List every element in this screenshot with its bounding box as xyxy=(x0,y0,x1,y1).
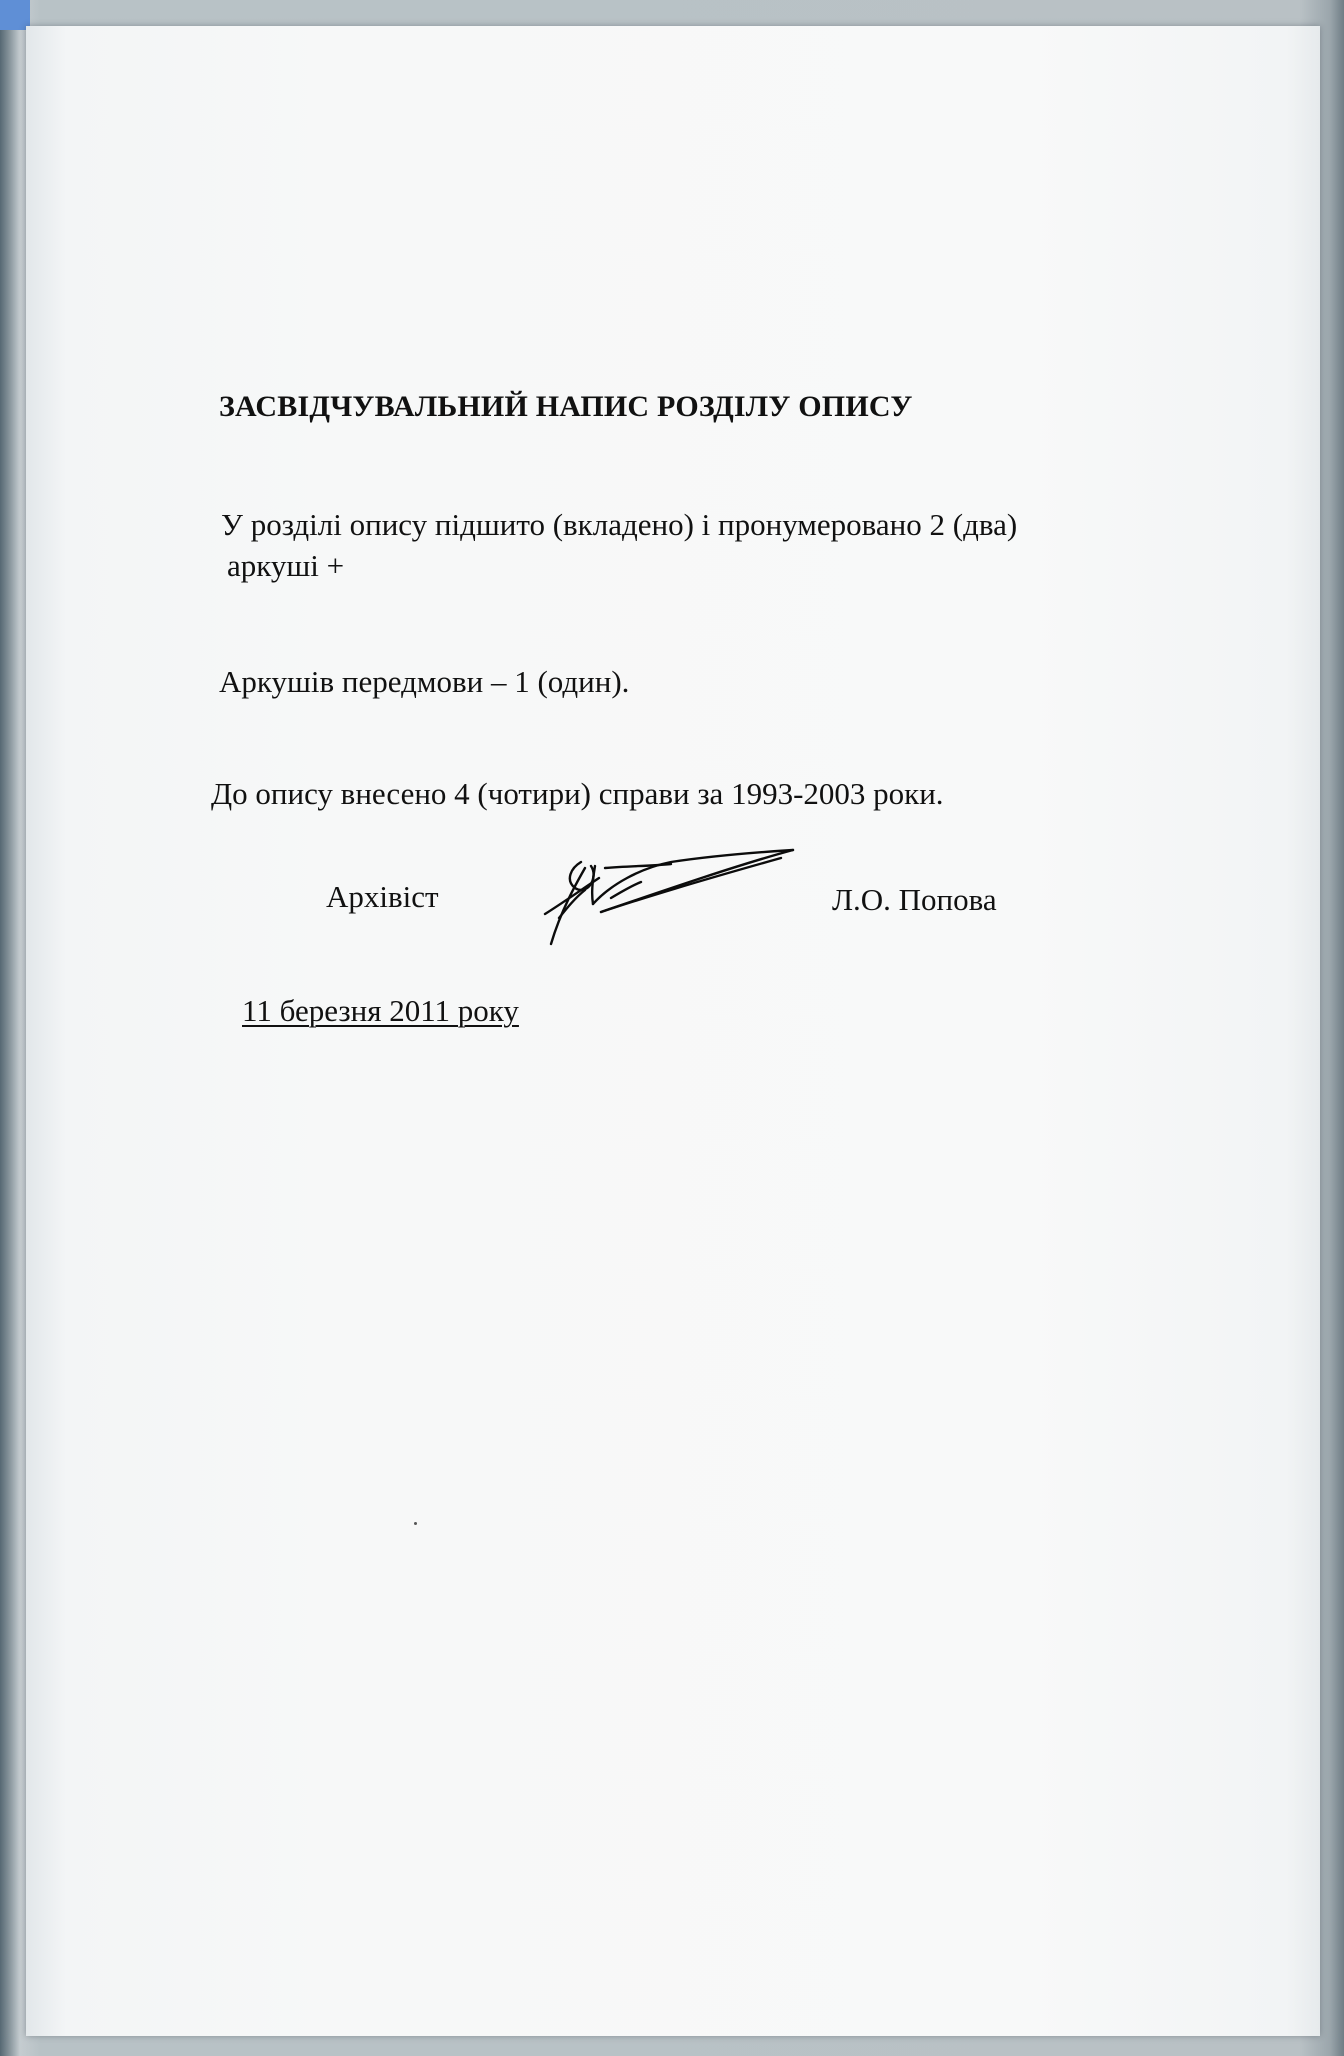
signer-name: Л.О. Попова xyxy=(832,882,997,917)
preface-sheets-line: Аркушів передмови – 1 (один). xyxy=(219,664,630,699)
sheets-count-line-1: У розділі опису підшито (вкладено) і пронумеровано 2 (два) xyxy=(221,507,1018,542)
document-title: ЗАСВІДЧУВАЛЬНИЙ НАПИС РОЗДІЛУ ОПИСУ xyxy=(219,390,913,423)
document-page xyxy=(26,26,1320,2036)
sheets-count-line-2: аркуші + xyxy=(227,548,345,583)
files-count-line: До опису внесено 4 (чотири) справи за 1993-2003 роки. xyxy=(211,776,944,811)
signer-role: Архівіст xyxy=(326,879,439,914)
document-date: 11 березня 2011 року xyxy=(242,993,519,1028)
paper-speck xyxy=(414,1522,417,1525)
handwritten-signature xyxy=(541,848,801,948)
